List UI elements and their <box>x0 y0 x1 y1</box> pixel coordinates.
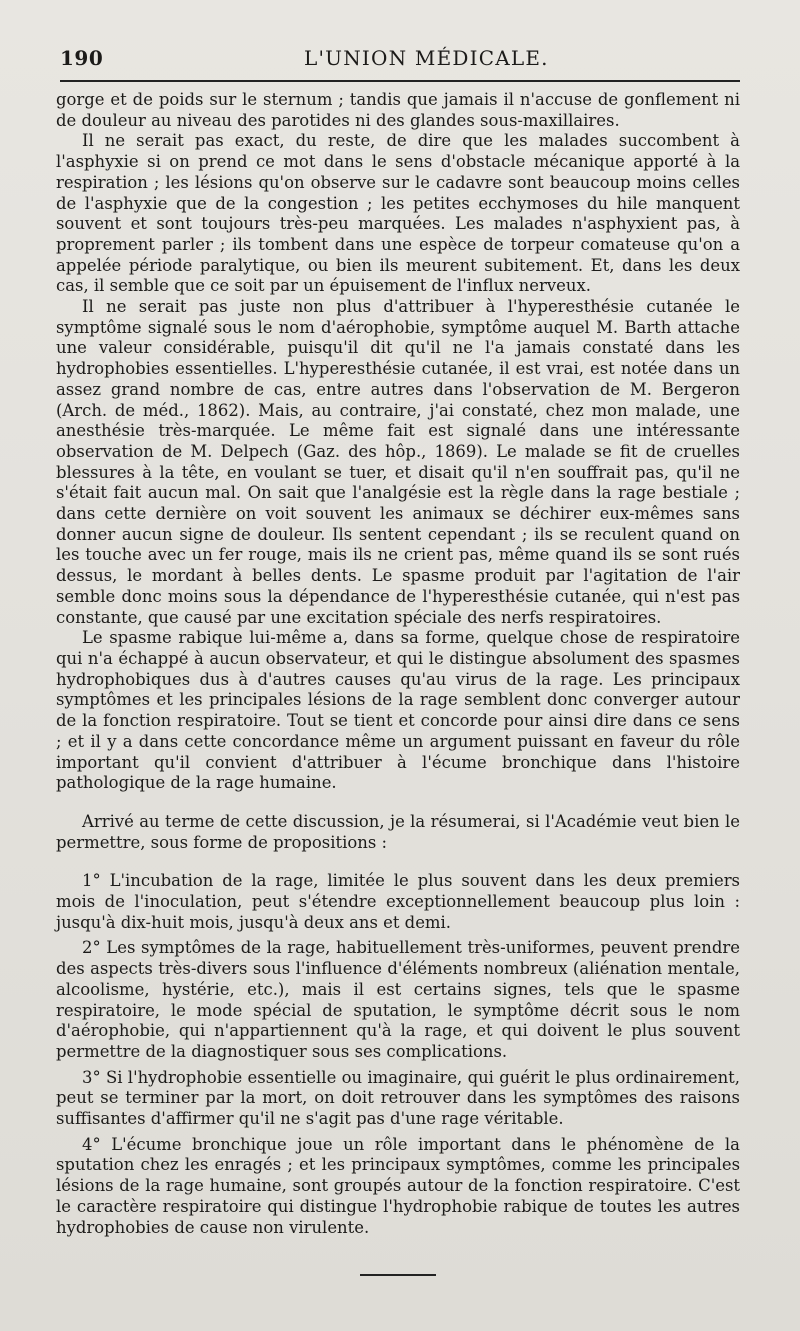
proposition-3: 3° Si l'hydrophobie essentielle ou imaginaire, qui guérit le plus ordinairement, peut se terminer par la mort, on doit retrouver dans les symptômes des raisons suffisantes d'affirmer qu'il ne s'agit pas d'une rage véritable. <box>56 1067 740 1129</box>
page-number: 190 <box>60 46 104 70</box>
paragraph-hyperesthesie: Il ne serait pas juste non plus d'attribuer à l'hyperesthésie cutanée le symptôme signalé sous le nom d'aérophobie, symptôme auquel M. Barth attache une valeur considérable, puisqu'il dit qu'il ne l'a jamais constaté dans les hydrophobies essentielles. L'hyperesthésie cutanée, il est vrai, est notée dans un assez grand nombre de cas, entre autres dans l'observation de M. Bergeron (Arch. de méd., 1862). Mais, au contraire, j'ai constaté, chez mon malade, une anesthésie très-marquée. Le même fait est signalé dans une intéressante observation de M. Delpech (Gaz. des hôp., 1869). Le malade se fit de cruelles blessures à la tête, en voulant se tuer, et disait qu'il n'en souffrait pas, qu'il ne s'était fait aucun mal. On sait que l'analgésie est la règle dans la rage bestiale ; dans cette dernière on voit souvent les animaux se déchirer eux-mêmes sans donner aucun signe de douleur. Ils sentent cependant ; ils se reculent quand on les touche avec un fer rouge, mais ils ne crient pas, même quand ils se sont rués dessus, le mordant à belles dents. Le spasme produit par l'agitation de l'air semble donc moins sous la dépendance de l'hyperesthésie cutanée, qui n'est pas constante, que causé par une excitation spéciale des nerfs respiratoires. <box>56 297 740 627</box>
header-rule <box>60 80 740 82</box>
running-title: L'UNION MÉDICALE. <box>304 46 549 70</box>
paragraph-conclusion-intro: Arrivé au terme de cette discussion, je la résumerai, si l'Académie veut bien le permettre, sous forme de propositions : <box>56 811 740 852</box>
body-text <box>56 90 740 1238</box>
page-header <box>60 46 740 74</box>
proposition-2: 2° Les symptômes de la rage, habituellement très-uniformes, peuvent prendre des aspects très-divers sous l'influence d'éléments nombreux (aliénation mentale, alcoolisme, hystérie, etc.), mais il est certains signes, tels que le spasme respiratoire, le mode spécial de sputation, le symptôme décrit sous le nom d'aérophobie, qui n'appartiennent qu'à la rage, et qui doivent le plus souvent permettre de la diagnostiquer sous ses complications. <box>56 938 740 1061</box>
proposition-4: 4° L'écume bronchique joue un rôle important dans le phénomène de la sputation chez les enragés ; et les principaux symptômes, comme les principales lésions de la rage humaine, sont groupés autour de la fonction respiratoire. C'est le caractère respiratoire qui distingue l'hydrophobie rabique de toutes les autres hydrophobies de cause non virulente. <box>56 1134 740 1237</box>
paragraph-asphyxie: Il ne serait pas exact, du reste, de dire que les malades succombent à l'asphyxie si on prend ce mot dans le sens d'obstacle mécanique apporté à la respiration ; les lésions qu'on observe sur le cadavre sont beaucoup moins celles de l'asphyxie que de la congestion ; les petites ecchymoses du hile manquent souvent et sont toujours très-peu marquées. Les malades n'asphyxient pas, à proprement parler ; ils tombent dans une espèce de torpeur comateuse qu'on a appelée période paralytique, ou bien ils meurent subitement. Et, dans les deux cas, il semble que ce soit par un épuisement de l'influx nerveux. <box>56 131 740 296</box>
end-rule <box>360 1274 436 1276</box>
paragraph-spasme-rabique: Le spasme rabique lui-même a, dans sa forme, quelque chose de respiratoire qui n'a échappé à aucun observateur, et qui le distingue absolument des spasmes hydrophobiques dus à d'autres causes qu'au virus de la rage. Les principaux symptômes et les principales lésions de la rage semblent donc converger autour de la fonction respiratoire. Tout se tient et concorde pour ainsi dire dans ce sens ; et il y a dans cette concordance même un argument puissant en faveur du rôle important qu'il convient d'attribuer à l'écume bronchique dans l'histoire pathologique de la rage humaine. <box>56 628 740 793</box>
paragraph-continuation: gorge et de poids sur le sternum ; tandis que jamais il n'accuse de gonflement ni de douleur au niveau des parotides ni des glandes sous-maxillaires. <box>56 90 740 130</box>
proposition-1: 1° L'incubation de la rage, limitée le plus souvent dans les deux premiers mois de l'inoculation, peut s'étendre exceptionnellement beaucoup plus loin : jusqu'à dix-huit mois, jusqu'à deux ans et demi. <box>56 871 740 932</box>
